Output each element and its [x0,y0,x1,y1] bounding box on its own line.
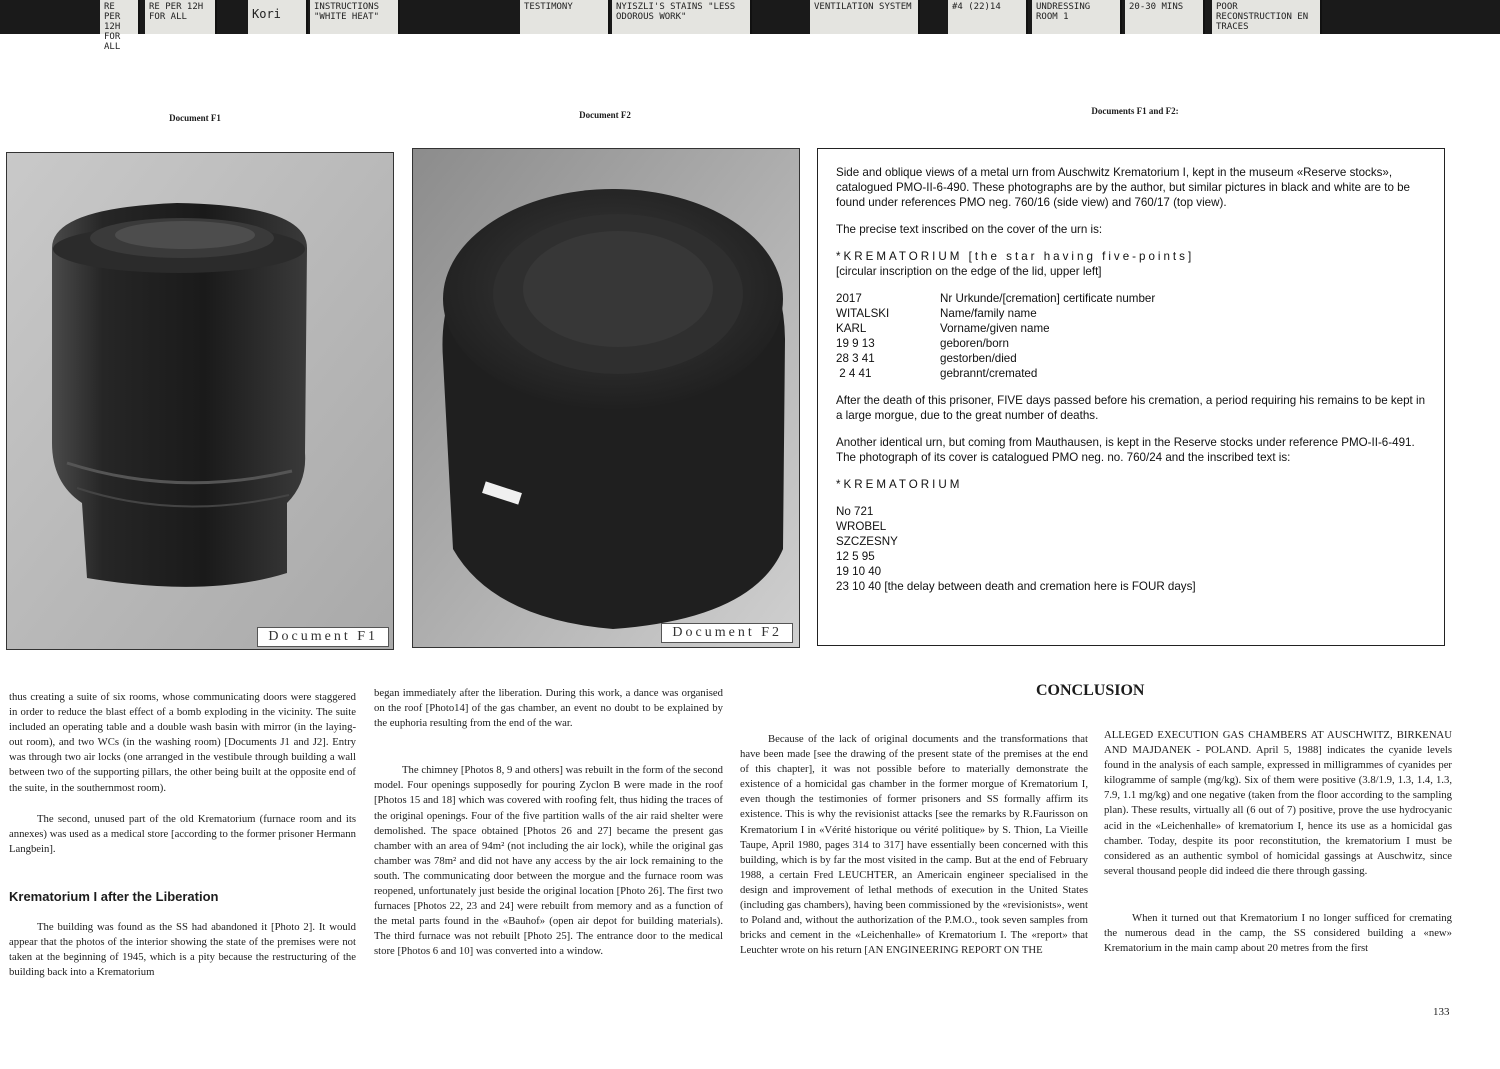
inscription-2-line: 23 10 40 [the delay between death and cremation here is FOUR days] [836,580,1196,593]
inscription-row: 19 9 13 geboren/born [836,337,1009,350]
caption-document-f2: Document F2 [579,110,631,120]
inscription-row: WITALSKI Name/family name [836,307,1037,320]
text-column-2 [374,686,723,960]
col1-paragraph-2: The second, unused part of the old Krematorium (furnace room and its annexes) was used as a medical store [according to the former prisoner Hermann Langbein]. [9,812,356,855]
inscription-row: 2017 Nr Urkunde/[cremation] certificate number [836,292,1156,305]
inscription-2-line: 12 5 95 [836,550,875,563]
sticky-note: Kori [248,0,308,34]
sticky-note: RE PER 12H FOR ALL [145,0,217,34]
caption-document-f1: Document F1 [169,113,221,123]
info-after-death: After the death of this prisoner, FIVE days passed before his cremation, a period requiring his remains to be kept in a large morgue, due to the great number of deaths. [836,394,1426,422]
photo-label-f2: Document F2 [661,623,793,643]
urn-side-photo [6,152,394,650]
text-column-1 [9,690,356,980]
inscription-2-line: 19 10 40 [836,565,882,578]
info-another-urn: Another identical urn, but coming from Mauthausen, is kept in the Reserve stocks under reference PMO-II-6-491. The photograph of its cover is catalogued PMO neg. no. 760/24 and the inscribed text is: [836,436,1415,464]
sticky-note: 20-30 MINS [1125,0,1205,34]
inscription-2-lines [836,504,1430,594]
inscription-line-1: *KREMATORIUM [the star having five-points] [836,250,1195,263]
sticky-note: NYISZLI'S STAINS "LESS ODOROUS WORK" [612,0,752,34]
inscription-row: 2 4 41 gebrannt/cremated [836,367,1038,380]
inscription-line-2: [circular inscription on the edge of the lid, upper left] [836,265,1102,278]
col1-paragraph-3: The building was found as the SS had abandoned it [Photo 2]. It would appear that the photos of the interior showing the state of the premises were not taken at the beginning of 1945, which is a pity because the restructuring of the building back into a Krematorium [9,921,356,979]
inscription-table [836,291,1430,381]
inscription-2: *KREMATORIUM [836,478,963,491]
inscription-row: KARL Vorname/given name [836,322,1050,335]
col2-paragraph-2: The chimney [Photos 8, 9 and others] was rebuilt in the form of the second model. Four openings supposedly for pouring Zyclon B were made in the roof [Photos 15 and 18] which was covered with roofing felt, thus hiding the traces of the original openings. Four of the five partition walls of the air raid shelter were demolished. The space obtained [Photos 26 and 27] became the present gas chamber with an area of 94m² (not including the air lock), while the original gas chamber was 78m² and did not have any access by the air lock remaining to the south. The communicating door between the morgue and the furnace room was reopened, unfortunately just beside the original location [Photo 26]. The first two furnaces [Photos 22, 23 and 24] were rebuilt from memory and as a function of the metal parts found in the «Bauhof» (open air depot for building materials). The third furnace was not rebuilt [Photo 25]. The entrance door to the medical store [Photos 6 and 10] was converted into a window. [374,764,723,958]
sticky-note: #4 (22)14 [948,0,1028,34]
inscription-row: 28 3 41 gestorben/died [836,352,1017,365]
caption-documents-f1-f2: Documents F1 and F2: [1091,106,1179,116]
info-precise-text: The precise text inscribed on the cover of the urn is: [836,223,1103,236]
conclusion-paragraph-1: Because of the lack of original documents and the transformations that have been made [see the drawing of the present state of the premises at the end of this chapter], it was not possible before to materially demonstrate the existence of a homicidal gas chamber in the former morgue of Krematorium I, even though the testimonies of former prisoners and SS formally affirm its existence. This is why the revisionist attacks [see the remarks by R.Faurisson on Krematorium I in «Vérité historique ou vérité politique» by S. Thion, La Vieille Taupe, April 1980, pages 314 to 317] have essentially been concerned with this building, which is by far the most visited in the camp. But at the end of February 1988, a certain Fred LEUCHTER, an Americain engineer specialised in the design and improvement of lethal methods of execution in the United States (including gas chambers), having been commissioned by the «revisionists», went to Poland and, without the authorization of the P.M.O., took seven samples from bricks and cement in the «Leichenhalle» of Krematorium I. The «report» that Leuchter wrote on his return [AN ENGINEERING REPORT ON THE [740,733,1088,957]
inscription-2-line: SZCZESNY [836,535,898,548]
inscription-2-line: No 721 [836,505,874,518]
inscription-2-line: WROBEL [836,520,887,533]
info-intro: Side and oblique views of a metal urn from Auschwitz Krematorium I, kept in the museum «Reserve stocks», catalogued PMO-II-6-490. These photographs are by the author, but similar pictures in black and white are to be found under references PMO neg. 760/16 (side view) and 760/17 (top view). [836,166,1411,209]
sticky-note: RE PER 12H FOR ALL [100,0,140,34]
text-column-3 [740,732,1088,958]
sticky-note: INSTRUCTIONS "WHITE HEAT" [310,0,400,34]
urn-oblique-photo [412,148,800,648]
text-column-4 [1104,728,1452,956]
conclusion-paragraph-2: ALLEGED EXECUTION GAS CHAMBERS AT AUSCHWITZ, BIRKENAU AND MAJDANEK - POLAND. April 5, 1988] indicates the cyanide levels found in the analysis of each sample, expressed in milligrammes of cyanides per kilogramme of sample (mg/kg). Six of them were positive (3.8/1.9, 1.3, 1.4, 1.3, 7.9, 1.1 mg/kg) and one negative (taken from the floor according to the sampling plan). These results, virtually all (6 out of 7) positive, prove the use hydrocyanic acid in the «Leichenhalle» of krematorium I, hence its use as a homicidal gas chamber. Today, despite its poor reconstitution, the krematorium I must be considered as an authentic symbol of homicidal gassings at Auschwitz, since several thousand people did indeed die there through gassing. [1104,729,1452,877]
section-heading-krematorium-liberation: Krematorium I after the Liberation [9,888,219,904]
conclusion-paragraph-3: When it turned out that Krematorium I no longer sufficed for cremating the numerous dead in the camp, the SS considered building a «new» Krematorium in the main camp about 20 metres from the first [1104,911,1452,955]
page-number: 133 [1433,1006,1450,1018]
sticky-note: POOR RECONSTRUCTION EN TRACES [1212,0,1322,34]
col1-paragraph-1: thus creating a suite of six rooms, whose communicating doors were staggered in order to reduce the blast effect of a bomb exploding in the vicinity. The suite included an operating table and a double wash basin with mirror (in the laying-out room), and two WCs (in the washing room) [Documents J1 and J2]. Entry was through two air locks (one arranged in the vestibule through building a wall between two of the supporting pillars, the other being built at the opposite end of the suite, in the southernmost room). [9,691,356,794]
sticky-note: UNDRESSING ROOM 1 [1032,0,1122,34]
sticky-note: VENTILATION SYSTEM [810,0,920,34]
col2-paragraph-1: began immediately after the liberation. During this work, a dance was organised on the roof [Photo14] of the gas chamber, an event no doubt to be explained by the euphoria resulting from the end of the war. [374,687,723,730]
top-notes-strip [0,0,1500,52]
sticky-note: TESTIMONY [520,0,610,34]
conclusion-heading: CONCLUSION [1036,682,1145,699]
photo-label-f1: Document F1 [257,627,389,647]
urn-description-box [817,148,1445,646]
